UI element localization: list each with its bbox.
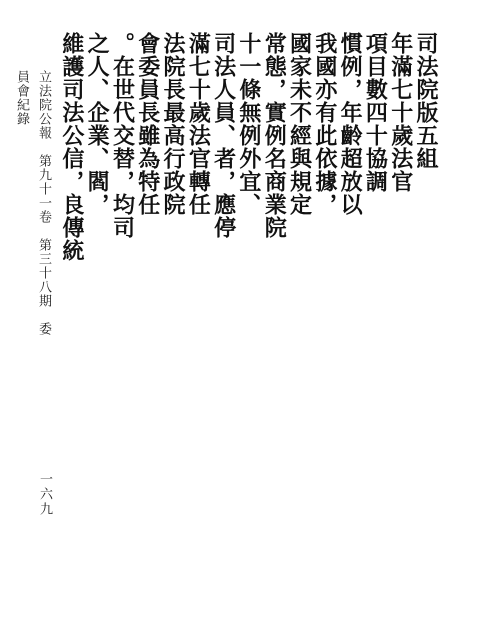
- body-text: [58, 32, 438, 612]
- text-line: 國家未不經與規定: [286, 32, 313, 216]
- text-line: 年滿七十歲法官: [387, 32, 414, 193]
- text-line: 十一條無例外宜、: [235, 32, 262, 216]
- page-number: 一六九: [37, 472, 52, 517]
- text-line: 。在世代交替，均司: [109, 32, 136, 239]
- text-line: 慣例，年齡超放以: [337, 32, 364, 216]
- text-line: 法院長最高行政院: [160, 32, 187, 216]
- text-line: 會委員長雖為特任: [134, 32, 161, 216]
- text-line: 司法院版五組: [413, 32, 439, 170]
- running-header: 立法院公報 第九十一卷 第三十八期 委員會紀錄: [14, 70, 51, 336]
- text-line: 項目數四十協調: [362, 32, 389, 193]
- text-line: 之人、企業、閻，: [84, 32, 111, 216]
- text-line: 我國亦有此依據，: [311, 32, 338, 216]
- text-line: 常態，實例名商業院: [261, 32, 288, 239]
- text-line: 維護司法公信，良傳統: [58, 32, 85, 262]
- text-line: 滿七十歲法官轉任: [185, 32, 212, 216]
- text-line: 司法人員、者，應停: [210, 32, 237, 239]
